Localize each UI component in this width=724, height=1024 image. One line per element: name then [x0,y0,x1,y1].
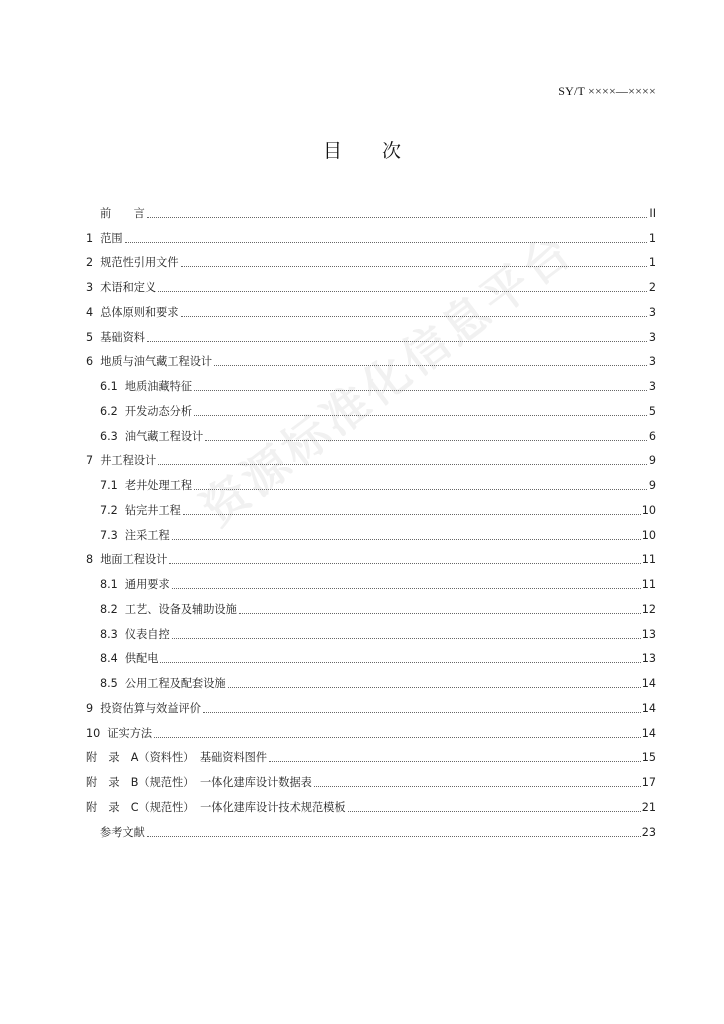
leader-dots [172,538,641,540]
toc-label: 8.5 公用工程及配套设施 [100,677,226,690]
toc-subentry[interactable] [86,567,656,592]
toc-subentry[interactable] [86,518,656,543]
toc-subentry[interactable] [86,493,656,518]
toc-label: 7.2 钻完井工程 [100,503,181,517]
leader-dots [172,637,641,639]
leader-dots [147,340,647,342]
title-char-2: 次 [382,140,402,162]
toc-subentry[interactable] [86,394,656,419]
toc-label: 8 地面工程设计 [86,553,168,567]
watermark: 资源标准化信息平台 [191,222,584,537]
toc-entry[interactable] [86,716,656,741]
toc-page: 21 [641,800,656,814]
leader-dots [194,488,647,490]
toc-label: 前 言 [100,206,145,220]
toc-page: 15 [641,751,656,765]
toc-label: 参考文献 [100,825,145,839]
toc-label: 2 规范性引用文件 [86,256,179,270]
standard-code: SY/T ××××—×××× [558,84,656,98]
leader-dots [228,686,641,688]
toc-label: 6.3 油气藏工程设计 [100,429,204,443]
toc-page: 9 [648,454,656,468]
toc-label: 6 地质与油气藏工程设计 [86,355,213,369]
leader-dots [125,241,647,243]
toc-page: 3 [648,380,656,393]
toc-entry-references[interactable] [86,815,656,840]
leader-dots [239,612,641,614]
toc-page: 5 [648,404,656,418]
leader-dots [314,785,641,787]
leader-dots [147,216,647,218]
leader-dots [181,265,647,267]
leader-dots [160,661,640,663]
toc-label: 3 术语和定义 [86,281,157,294]
toc-page: 13 [641,652,656,666]
toc-page: 11 [641,553,656,567]
leader-dots [194,389,647,391]
toc-entry[interactable] [86,691,656,716]
toc-page: 1 [648,256,656,270]
toc-page: 23 [641,825,656,839]
toc-page: 14 [641,701,656,715]
toc-label: 7.1 老井处理工程 [100,479,193,492]
leader-dots [169,562,640,564]
toc-entry[interactable] [86,444,656,469]
toc-page: 1 [648,231,656,245]
toc-entry-appendix-c[interactable] [86,790,656,815]
toc-label: 8.2 工艺、设备及辅助设施 [100,602,237,616]
toc-subentry[interactable] [86,666,656,691]
toc-label: 9 投资估算与效益评价 [86,701,201,715]
toc-label: 6.2 开发动态分析 [100,404,193,418]
leader-dots [214,364,647,366]
toc-label: 附 录 C（规范性） 一体化建库设计技术规范模板 [86,800,346,814]
toc-entry[interactable] [86,270,656,295]
toc-subentry[interactable] [86,617,656,642]
leader-dots [203,711,641,713]
toc-page: 6 [648,429,656,443]
toc-entry[interactable] [86,246,656,271]
toc-entry-foreword[interactable] [86,196,656,221]
leader-dots [154,736,641,738]
toc-label: 1 范围 [86,231,123,245]
toc-page: 2 [648,281,656,294]
toc-subentry[interactable] [86,642,656,667]
toc-page: 10 [641,528,656,542]
toc-entry[interactable] [86,345,656,370]
toc-page: 13 [641,627,656,641]
toc-label: 7.3 注采工程 [100,528,170,542]
page-title [0,136,724,163]
toc-entry[interactable] [86,221,656,246]
leader-dots [158,290,647,292]
toc-entry[interactable] [86,543,656,568]
toc-page: 3 [648,305,656,319]
toc-subentry[interactable] [86,419,656,444]
toc-subentry[interactable] [86,369,656,394]
toc-label: 6.1 地质油藏特征 [100,380,193,393]
toc-subentry[interactable] [86,592,656,617]
toc-page: 11 [641,578,656,591]
toc-page: II [649,206,656,220]
leader-dots [158,463,647,465]
toc-entry[interactable] [86,320,656,345]
leader-dots [181,315,647,317]
leader-dots [183,513,641,515]
toc-label: 10 证实方法 [86,726,153,740]
toc-entry-appendix-a[interactable] [86,741,656,766]
leader-dots [205,439,647,441]
toc-label: 4 总体原则和要求 [86,305,179,319]
leader-dots [348,810,641,812]
toc-page: 3 [648,330,656,344]
toc-label: 附 录 B（规范性） 一体化建库设计数据表 [86,776,312,789]
toc-page: 17 [641,776,656,789]
toc-page: 14 [641,677,656,690]
toc-page: 10 [641,503,656,517]
leader-dots [172,587,641,589]
toc-subentry[interactable] [86,468,656,493]
toc-entry[interactable] [86,295,656,320]
title-char-1: 目 [322,140,342,162]
toc-label: 8.4 供配电 [100,652,159,666]
toc-page: 3 [648,355,656,369]
leader-dots [147,835,641,837]
toc-label: 8.3 仪表自控 [100,627,170,641]
toc-label: 7 井工程设计 [86,454,157,468]
table-of-contents [86,196,656,840]
toc-label: 5 基础资料 [86,330,145,344]
toc-page: 12 [641,602,656,616]
leader-dots [194,414,647,416]
toc-label: 8.1 通用要求 [100,578,170,591]
toc-entry-appendix-b[interactable] [86,765,656,790]
toc-label: 附 录 A（资料性） 基础资料图件 [86,751,268,765]
leader-dots [269,760,641,762]
toc-page: 9 [648,479,656,492]
toc-page: 14 [641,726,656,740]
